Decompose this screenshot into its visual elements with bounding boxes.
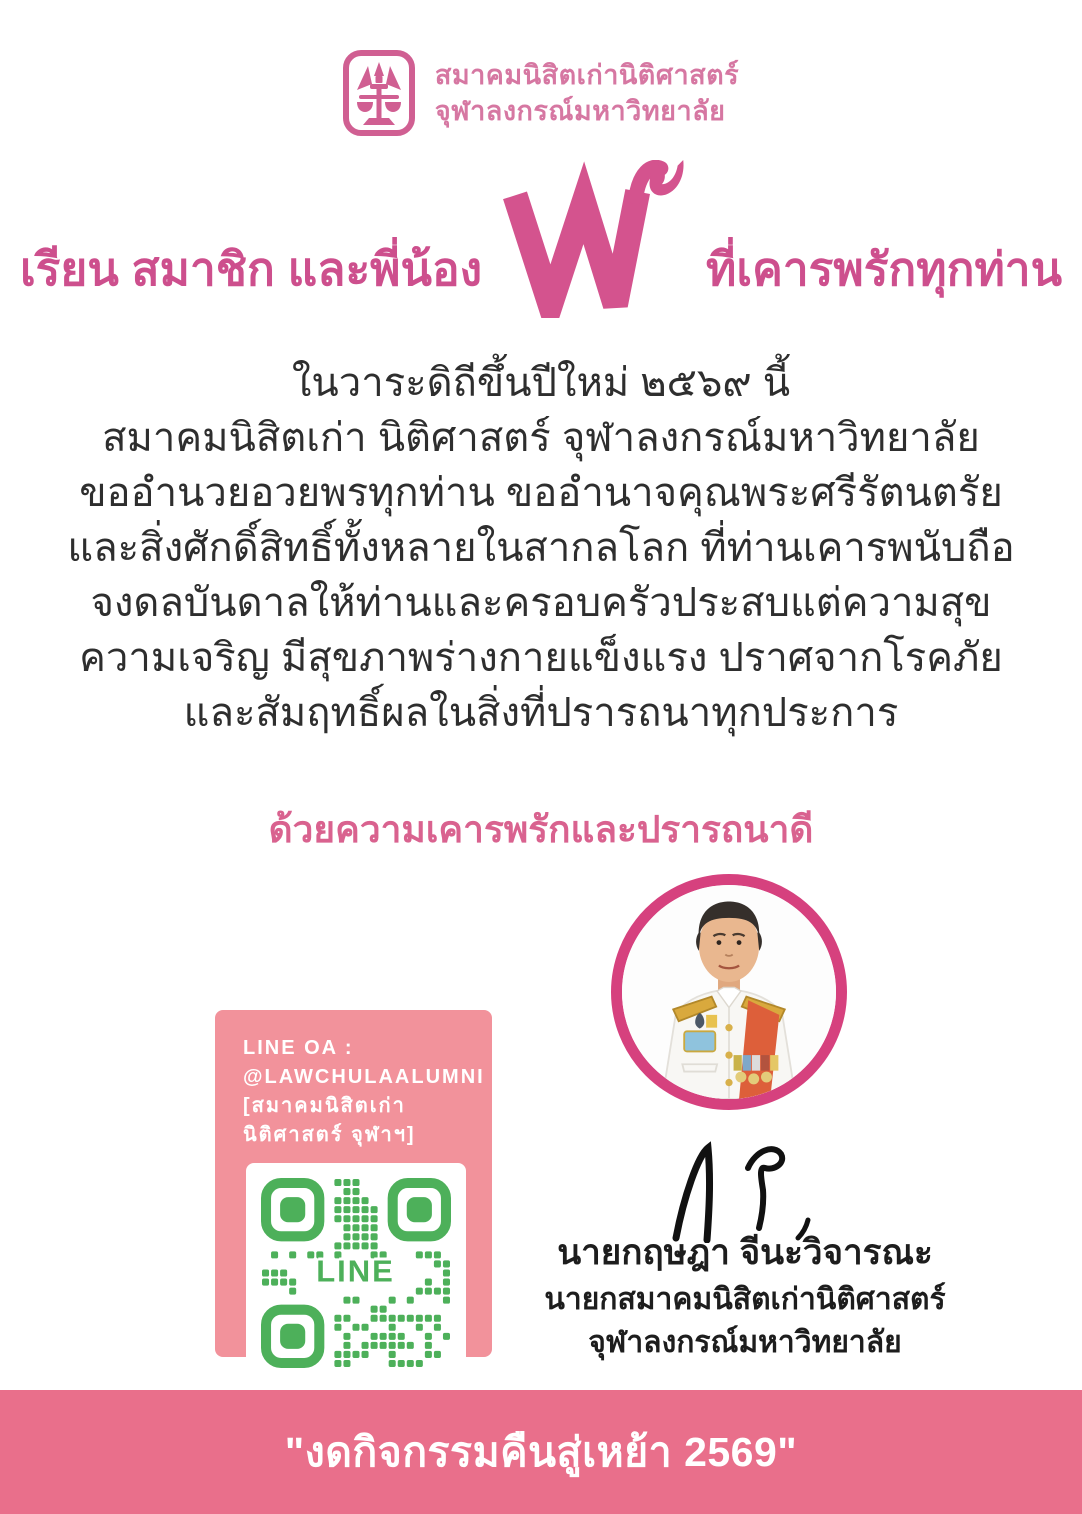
line-oa-handle: @LAWCHULAALUMNI bbox=[243, 1066, 485, 1088]
signatory-title-line1: นายกสมาคมนิสิตเก่านิติศาสตร์ bbox=[544, 1283, 946, 1316]
line-oa-desc-line2: นิติศาสตร์ จุฬาฯ] bbox=[243, 1124, 416, 1146]
banner-text: "งดกิจกรรมคืนสู่เหย้า 2569" bbox=[284, 1428, 798, 1475]
valediction: ด้วยความเคารพรักและปรารถนาดี bbox=[268, 809, 814, 850]
headline-left: เรียน สมาชิก และพี่น้อง bbox=[19, 243, 483, 295]
org-name-line2: จุฬาลงกรณ์มหาวิทยาลัย bbox=[434, 96, 726, 126]
qr-line-label: LINE bbox=[316, 1253, 395, 1289]
org-name bbox=[435, 57, 739, 129]
signatory-title-line2: จุฬาลงกรณ์มหาวิทยาลัย bbox=[588, 1326, 902, 1359]
body-line: ขออำนวยอวยพรทุกท่าน ขออำนาจคุณพระศรีรัตนตรัย bbox=[79, 471, 1003, 515]
line-oa-desc-line1: [สมาคมนิสิตเก่า bbox=[243, 1095, 406, 1117]
body-line: จงดลบันดาลให้ท่านและครอบครัวประสบแต่ความสุข bbox=[90, 581, 992, 625]
signatory-block bbox=[515, 1228, 975, 1364]
greeting-body bbox=[0, 356, 1082, 741]
body-line: สมาคมนิสิตเก่า นิติศาสตร์ จุฬาลงกรณ์มหาวิทยาลัย bbox=[102, 416, 980, 460]
headline-right: ที่เคารพรักทุกท่าน bbox=[706, 243, 1063, 295]
portrait-frame bbox=[611, 874, 847, 1110]
bottom-banner bbox=[0, 1390, 1082, 1514]
signatory-name: นายกฤษฎา จีนะวิจารณะ bbox=[557, 1233, 933, 1272]
line-oa-card bbox=[215, 1010, 492, 1357]
body-line: ความเจริญ มีสุขภาพร่างกายแข็งแรง ปราศจากโรคภัย bbox=[79, 636, 1003, 680]
body-line: และสัมฤทธิ์ผลในสิ่งที่ปรารถนาทุกประการ bbox=[183, 691, 899, 735]
header bbox=[0, 50, 1082, 136]
president-portrait-photo bbox=[622, 885, 836, 1099]
qr-box bbox=[246, 1163, 466, 1383]
scales-of-justice-logo-icon bbox=[343, 50, 415, 136]
line-oa-label: LINE OA : bbox=[243, 1037, 354, 1059]
org-name-line1: สมาคมนิสิตเก่านิติศาสตร์ bbox=[434, 60, 740, 90]
headline bbox=[0, 160, 1082, 320]
body-line: ในวาระดิถีขึ้นปีใหม่ ๒๕๖๙ นี้ bbox=[291, 361, 791, 405]
body-line: และสิ่งศักดิ์สิทธิ์ทั้งหลายในสากลโลก ที่ท่านเคารพนับถือ bbox=[67, 526, 1015, 570]
ribbon-w-icon bbox=[496, 160, 692, 320]
